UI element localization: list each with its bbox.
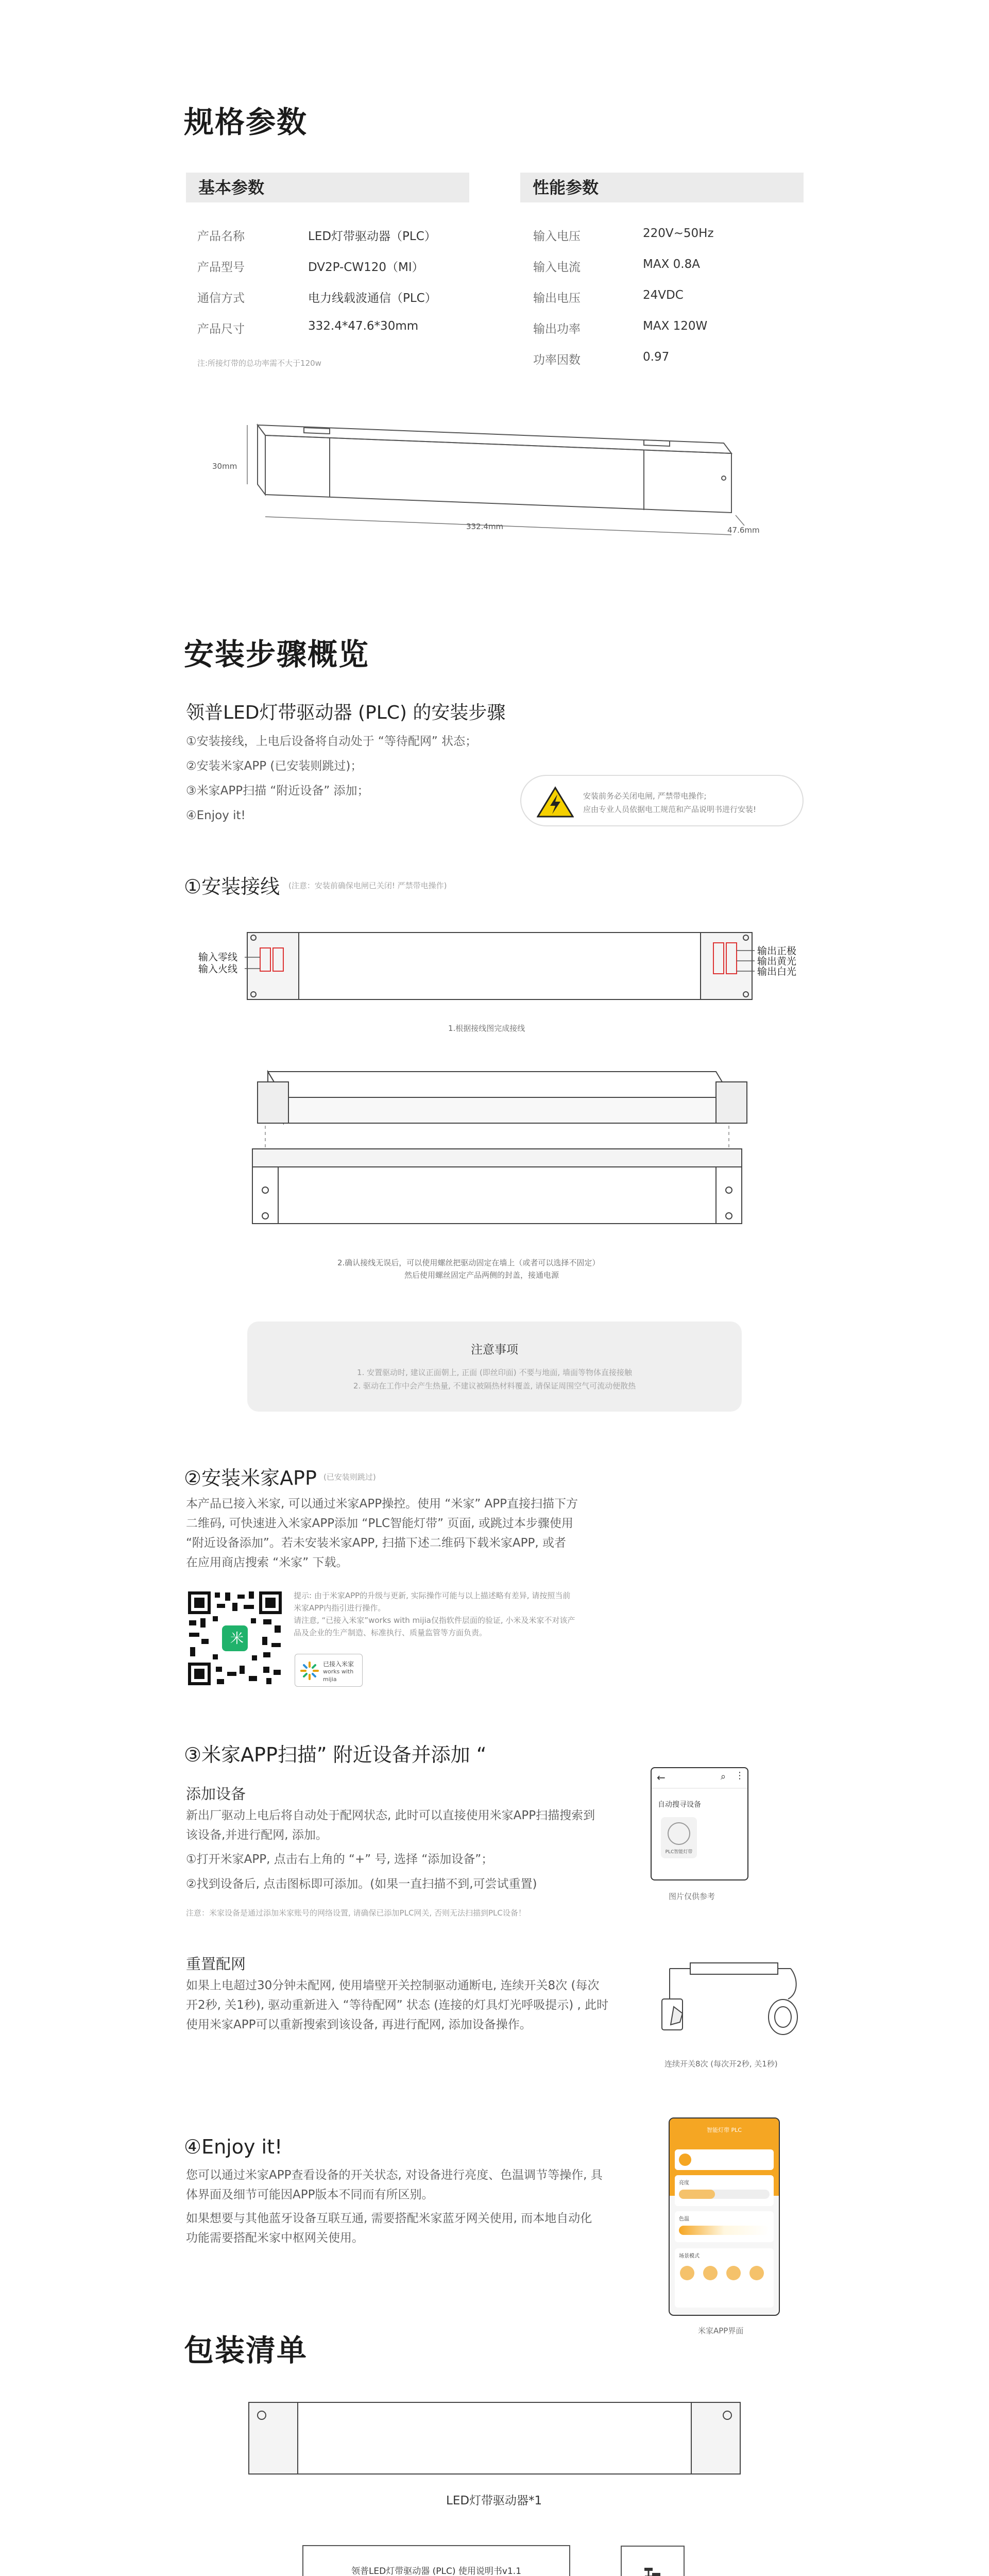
add-device-body-3: ①打开米家APP, 点击右上角的 “+” 号, 选择 “添加设备”； <box>186 1853 493 1866</box>
app-power-card[interactable] <box>675 2149 774 2170</box>
basic-params-header <box>186 173 469 202</box>
phone-app-mockup <box>669 2117 780 2316</box>
notice-line-1: 1. 安置驱动时, 建议正面朝上, 正面 (即丝印面) 不要与地面, 墙面等物体直接接触 <box>357 1368 632 1377</box>
manual-drawing <box>302 2545 570 2576</box>
spec-label: 输入电流 <box>533 261 581 274</box>
exploded-view-drawing <box>237 1066 757 1236</box>
spec-label: 通信方式 <box>197 292 245 305</box>
mijia-badge <box>295 1654 363 1687</box>
app-scene-card <box>675 2248 774 2308</box>
app-scene-label: 场景模式 <box>679 2253 700 2259</box>
step2-body-4: 在应用商店搜索 “米家” 下载。 <box>186 1556 348 1569</box>
app-brightness-card <box>675 2175 774 2206</box>
add-device-title: 添加设备 <box>186 1785 246 1803</box>
spec-label: 功率因数 <box>533 353 581 367</box>
spec-value: 220V~50Hz <box>643 227 714 240</box>
power-icon[interactable] <box>679 2154 691 2166</box>
svg-text:米: 米 <box>230 1631 244 1647</box>
step2-tip-3: 请注意, “已接入米家”works with mijia仅指软件层面的验证, 小米及米家不对该产 <box>294 1616 575 1625</box>
phone-divider <box>652 1788 747 1789</box>
notice-line-2: 2. 驱动在工作中会产生热量, 不建议被隔热材料覆盖, 请保证周围空气可流动便散热 <box>353 1381 636 1391</box>
wire-label-neutral-in: 输入零线 <box>198 952 238 963</box>
scene-button[interactable] <box>703 2266 718 2280</box>
install-step-1: ①安装接线，上电后设备将自动处于 “等待配网” 状态； <box>186 735 478 748</box>
add-device-body-4: ②找到设备后, 点击图标即可添加。(如果一直扫描不到,可尝试重置) <box>186 1877 537 1891</box>
reset-title: 重置配网 <box>186 1955 246 1973</box>
search-icon[interactable]: ⌕ <box>721 1771 726 1782</box>
spec-value: 332.4*47.6*30mm <box>308 319 419 333</box>
mijia-badge-line-1: 已接入米家 <box>323 1660 354 1668</box>
step3-title: ③米家APP扫描” 附近设备并添加 “ <box>184 1743 487 1766</box>
step2-body-3: “附近设备添加”。若未安装米家APP, 扫描下述二维码下载米家APP, 或者 <box>186 1536 567 1550</box>
spec-value: 电力线载波通信（PLC） <box>308 292 437 305</box>
wire-label-live-in: 输入火线 <box>198 963 238 975</box>
add-device-note: 注意：米家设备是通过添加米家账号的网络设置, 请确保已添加PLC网关, 否则无法扫描到PLC设备！ <box>186 1908 526 1918</box>
warning-icon <box>537 786 574 818</box>
step4-body-1: 您可以通过米家APP查看设备的开关状态, 对设备进行亮度、色温调节等操作, 具 <box>186 2168 603 2182</box>
phone-search-title: 自动搜寻设备 <box>658 1801 701 1809</box>
packing-title: 包装清单 <box>184 2333 308 2368</box>
spec-label: 输出功率 <box>533 323 581 336</box>
app-brightness-label: 亮度 <box>679 2180 689 2186</box>
spec-value: LED灯带驱动器（PLC） <box>308 230 436 243</box>
wire-label-yellow-out: 输出黄光 <box>757 956 797 967</box>
app-colortemp-card <box>675 2211 774 2242</box>
step4-title: ④Enjoy it! <box>184 2136 283 2158</box>
step1-title: ①安装接线 <box>184 875 280 898</box>
spec-label: 产品尺寸 <box>197 323 245 336</box>
spec-value: DV2P-CW120（MI） <box>308 261 424 274</box>
install-title: 安装步骤概览 <box>184 637 370 672</box>
step1-note: (注意：安装前确保电闸已关闭! 严禁带电操作) <box>288 881 447 890</box>
back-arrow-icon[interactable]: ← <box>657 1771 666 1784</box>
reset-body-2: 开2秒, 关1秒), 驱动重新进入 “等待配网” 状态 (连接的灯具灯光呼吸提示) , 此时 <box>186 1998 609 2012</box>
dimension-drawing <box>206 412 773 546</box>
reset-body-3: 使用米家APP可以重新搜索到该设备, 再进行配网, 添加设备操作。 <box>186 2018 532 2031</box>
scene-button[interactable] <box>726 2266 741 2280</box>
colortemp-slider[interactable] <box>679 2226 770 2235</box>
reset-body-1: 如果上电超过30分钟未配网, 使用墙壁开关控制驱动通断电, 连续开关8次 (每次 <box>186 1979 600 1992</box>
step2-tip-2: 米家APP内指引进行操作。 <box>294 1603 386 1613</box>
dim-width-label: 47.6mm <box>727 526 760 535</box>
spec-label: 输入电压 <box>533 230 581 243</box>
spec-label: 产品名称 <box>197 230 245 243</box>
step1-caption-2a: 2.确认接线无误后，可以使用螺丝把驱动固定在墙上（或者可以选择不固定） <box>337 1258 600 1267</box>
mijia-badge-line-3: mijia <box>323 1676 337 1683</box>
step1-caption-1: 1.根据接线图完成接线 <box>448 1024 525 1033</box>
step2-body-2: 二维码, 可快速进入米家APP添加 “PLC智能灯带” 页面, 或跳过本步骤使用 <box>186 1517 573 1530</box>
wiring-diagram <box>196 922 804 1015</box>
install-subtitle: 领普LED灯带驱动器 (PLC) 的安装步骤 <box>186 702 506 723</box>
install-step-3: ③米家APP扫描 “附近设备” 添加； <box>186 784 369 798</box>
basic-params-header-label: 基本参数 <box>198 178 265 197</box>
screw-pack-drawing <box>620 2545 685 2576</box>
step4-body-3: 如果想要与其他蓝牙设备互联互通, 需要搭配米家蓝牙网关使用, 而本地自动化 <box>186 2212 592 2225</box>
spec-note: 注:所接灯带的总功率需不大于120w <box>197 359 321 368</box>
app-header-title: 智能灯带 PLC <box>707 2127 742 2133</box>
step4-body-2: 体界面及细节可能因APP版本不同而有所区别。 <box>186 2188 434 2201</box>
spec-label: 产品型号 <box>197 261 245 274</box>
reset-switch-drawing <box>659 1947 809 2045</box>
add-device-body-1: 新出厂驱动上电后将自动处于配网状态, 此时可以直接使用米家APP扫描搜索到 <box>186 1809 595 1822</box>
spec-label: 输出电压 <box>533 292 581 305</box>
install-step-2: ②安装米家APP (已安装则跳过)； <box>186 759 363 773</box>
step2-tip-1: 提示: 由于米家APP的升级与更新, 实际操作可能与以上描述略有差异, 请按照当前 <box>294 1591 571 1600</box>
step1-caption-2b: 然后使用螺丝固定产品两侧的封盖，接通电源 <box>404 1270 559 1280</box>
perf-params-header <box>520 173 804 202</box>
warning-line-2: 应由专业人员依据电工规范和产品说明书进行安装! <box>583 805 757 814</box>
manual-title: 领普LED灯带驱动器 (PLC) 使用说明书v1.1 <box>351 2566 522 2576</box>
phone-device-card[interactable] <box>661 1817 697 1858</box>
install-step-4: ④Enjoy it! <box>186 809 246 822</box>
dim-height-label: 30mm <box>212 462 237 471</box>
warning-line-1: 安装前务必关闭电闸, 严禁带电操作; <box>583 791 707 801</box>
step2-body-1: 本产品已接入米家, 可以通过米家APP操控。使用 “米家” APP直接扫描下方 <box>186 1497 578 1511</box>
spec-value: 24VDC <box>643 289 684 302</box>
app-colortemp-label: 色温 <box>679 2216 689 2222</box>
spec-title: 规格参数 <box>184 105 308 140</box>
mijia-logo-icon <box>299 1660 320 1681</box>
more-icon[interactable]: ⋮ <box>735 1770 744 1781</box>
device-icon <box>668 1822 690 1845</box>
qr-code-image[interactable] <box>186 1589 284 1687</box>
add-device-body-2: 该设备,并进行配网, 添加。 <box>186 1828 328 1842</box>
warning-box <box>520 775 804 826</box>
dim-length-label: 332.4mm <box>466 522 504 531</box>
phone-search-caption: 图片仅供参考 <box>669 1892 715 1901</box>
scene-button[interactable] <box>680 2266 694 2280</box>
wire-label-positive-out: 输出正极 <box>757 945 797 957</box>
notice-box <box>247 1321 742 1412</box>
spec-value: MAX 120W <box>643 319 708 333</box>
step4-body-4: 功能需要搭配米家中枢网关使用。 <box>186 2231 364 2245</box>
step2-title: ②安装米家APP <box>184 1467 317 1489</box>
notice-title: 注意事项 <box>471 1343 518 1357</box>
brightness-slider[interactable] <box>679 2190 770 2199</box>
perf-params-header-label: 性能参数 <box>533 178 599 197</box>
wire-label-white-out: 输出白光 <box>757 966 797 977</box>
packing-driver-drawing <box>247 2401 742 2476</box>
step2-tip-4: 品及企业的生产制造、标准执行、质量监管等方面负责。 <box>294 1628 487 1637</box>
phone-search-mockup <box>651 1767 748 1880</box>
spec-value: MAX 0.8A <box>643 258 700 271</box>
app-caption: 米家APP界面 <box>698 2326 744 2335</box>
phone-device-name: PLC智能灯带 <box>665 1850 693 1855</box>
step2-title-note: (已安装则跳过) <box>323 1472 376 1482</box>
scene-button[interactable] <box>749 2266 764 2280</box>
spec-value: 0.97 <box>643 350 670 364</box>
reset-caption: 连续开关8次 (每次开2秒, 关1秒) <box>664 2059 778 2069</box>
packing-item-driver: LED灯带驱动器*1 <box>446 2494 542 2507</box>
mijia-badge-line-2: works with <box>323 1668 354 1675</box>
